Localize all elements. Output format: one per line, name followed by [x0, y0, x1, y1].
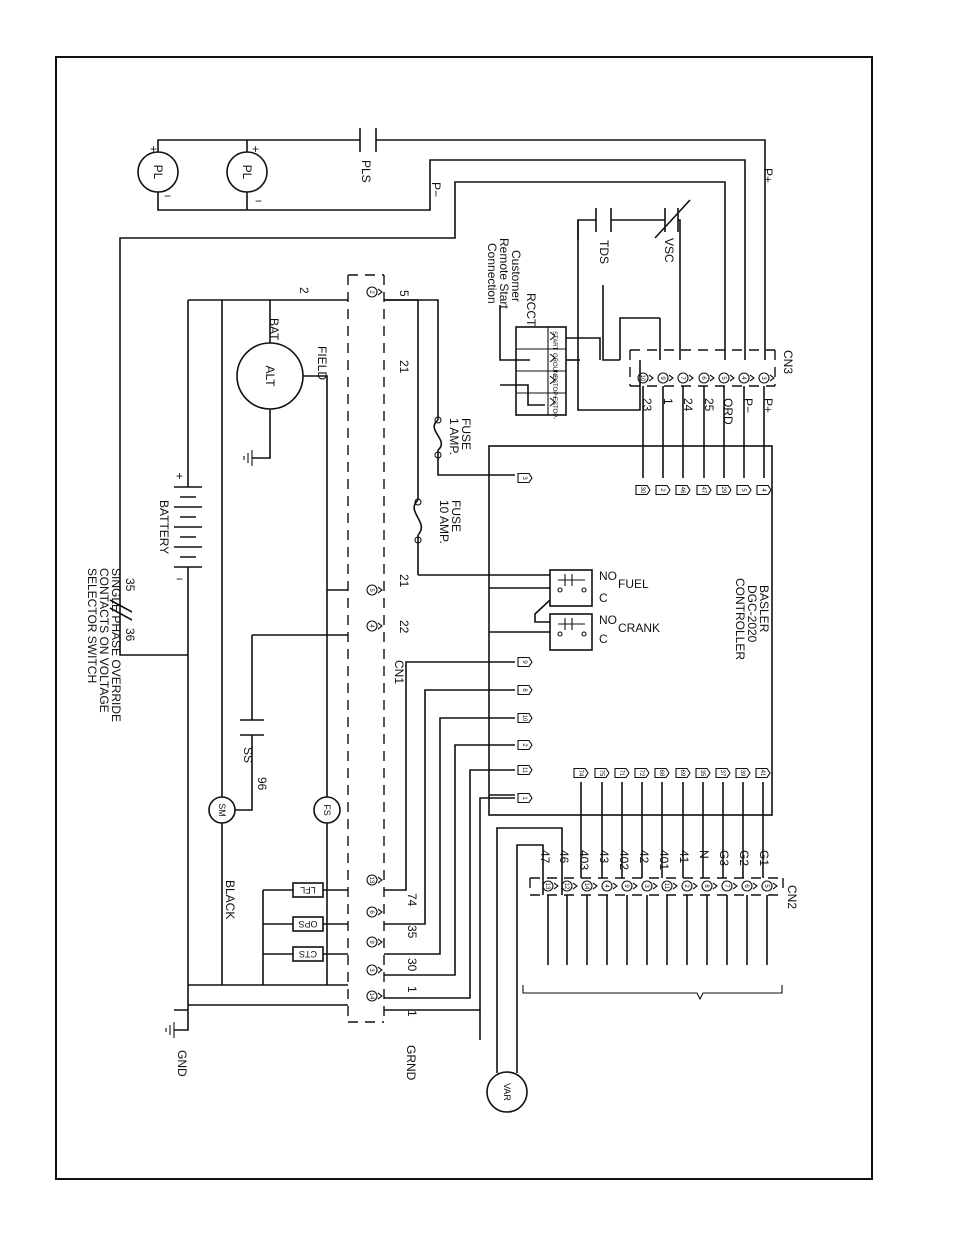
controller-bottom-terminal-75 [595, 769, 609, 778]
svg-text:ORD: ORD [721, 398, 735, 425]
svg-text:SM: SM [217, 803, 227, 817]
svg-text:LFL: LFL [300, 885, 316, 895]
svg-text:Connection: Connection [485, 243, 499, 304]
svg-text:3: 3 [643, 884, 649, 888]
cn2-pin-4 [602, 881, 617, 891]
svg-text:68: 68 [658, 769, 664, 777]
svg-text:25: 25 [702, 398, 716, 412]
svg-text:GND: GND [175, 1050, 189, 1077]
cn2-pin-8 [702, 881, 717, 891]
svg-text:3: 3 [521, 476, 527, 480]
controller-left-terminal-8 [518, 686, 532, 695]
svg-text:P+: P+ [761, 398, 775, 414]
cn3-pin-4 [739, 373, 754, 383]
svg-text:1: 1 [405, 1010, 419, 1017]
cn2-pin-6 [742, 881, 757, 891]
cts-switch [263, 947, 348, 961]
controller-terminal-4 [757, 486, 771, 495]
svg-text:10: 10 [639, 374, 645, 382]
svg-text:9: 9 [659, 376, 665, 380]
svg-text:FIELD: FIELD [315, 346, 329, 381]
svg-text:11: 11 [663, 882, 669, 890]
cn2-pin-13 [543, 881, 558, 891]
svg-text:ALT: ALT [263, 365, 277, 387]
svg-text:SINGLE PHASE OVERRIDE: SINGLE PHASE OVERRIDE [109, 568, 123, 723]
controller-terminal-29 [717, 486, 731, 495]
svg-text:4: 4 [740, 376, 746, 380]
cn1-pin-6 [367, 907, 382, 917]
cn2-pin-12 [562, 881, 577, 891]
ss-switch [240, 720, 269, 797]
svg-text:FUSE: FUSE [449, 500, 463, 533]
svg-text:7: 7 [679, 376, 685, 380]
controller-bottom-terminal-35 [696, 769, 710, 778]
svg-text:12: 12 [563, 882, 569, 890]
cn3-pin-9 [658, 373, 673, 383]
svg-text:P+: P+ [761, 168, 775, 184]
ops-switch [263, 917, 348, 931]
svg-text:BATTERY: BATTERY [157, 500, 171, 555]
pls-switch [360, 128, 376, 152]
fuse-1-amp [434, 417, 473, 460]
svg-text:PL: PL [151, 164, 165, 180]
pls-label: PLS [359, 160, 373, 183]
svg-text:CN1: CN1 [392, 660, 406, 685]
svg-text:+: + [252, 142, 260, 156]
svg-text:35: 35 [699, 769, 705, 777]
svg-text:41: 41 [759, 769, 765, 777]
cn2-pin-11 [662, 881, 677, 891]
svg-text:P−: P− [741, 398, 755, 414]
svg-text:21: 21 [397, 360, 411, 374]
controller-bottom-terminal-41 [756, 769, 770, 778]
svg-text:CN2: CN2 [785, 885, 799, 910]
cn3-pin-7 [678, 373, 693, 383]
svg-text:7: 7 [723, 884, 729, 888]
svg-text:8: 8 [703, 884, 709, 888]
svg-text:5: 5 [368, 588, 374, 592]
cn1-pin-3 [367, 965, 382, 975]
svg-text:8: 8 [521, 688, 527, 692]
cn3-connector [630, 350, 795, 386]
controller-bottom-terminal-74 [574, 769, 588, 778]
svg-text:−: − [164, 189, 172, 203]
svg-text:74: 74 [405, 893, 419, 907]
svg-text:23: 23 [640, 398, 654, 412]
svg-text:36: 36 [123, 628, 137, 642]
svg-text:P−: P− [429, 182, 443, 198]
svg-text:13: 13 [544, 882, 550, 890]
svg-text:96: 96 [255, 777, 269, 791]
svg-text:30: 30 [639, 486, 645, 494]
svg-text:1 AMP.: 1 AMP. [447, 418, 461, 456]
svg-text:9: 9 [623, 884, 629, 888]
controller-left-terminal-11 [518, 766, 532, 775]
svg-text:CN3: CN3 [781, 350, 795, 375]
svg-text:2: 2 [297, 287, 311, 294]
svg-text:24: 24 [681, 398, 695, 412]
battery [157, 300, 202, 1005]
single-phase-override-switch [85, 568, 188, 722]
controller-bottom-terminal-69 [676, 769, 690, 778]
svg-text:NO: NO [599, 613, 617, 627]
svg-text:9: 9 [368, 940, 374, 944]
svg-text:ESTOP+: ESTOP+ [551, 375, 557, 399]
svg-text:21: 21 [397, 574, 411, 588]
controller-bottom-terminal-39 [736, 769, 750, 778]
svg-text:BLACK: BLACK [223, 880, 237, 920]
svg-text:35: 35 [405, 925, 419, 939]
svg-text:C: C [599, 632, 608, 646]
svg-text:CTS: CTS [299, 949, 317, 959]
svg-text:75: 75 [598, 769, 604, 777]
svg-text:OPS: OPS [298, 919, 318, 929]
svg-text:5: 5 [720, 376, 726, 380]
fuse-10-amp [414, 499, 463, 545]
svg-text:RCCT: RCCT [524, 293, 538, 327]
svg-text:FS: FS [322, 804, 332, 816]
svg-text:Remote Start: Remote Start [497, 238, 511, 309]
svg-text:4: 4 [760, 488, 766, 492]
svg-text:11: 11 [521, 766, 527, 774]
svg-text:47: 47 [700, 486, 706, 494]
controller-bottom-terminal-37 [716, 769, 730, 778]
gnd-symbol [166, 1005, 189, 1077]
cn2-pin-2 [682, 881, 697, 891]
var-device [487, 828, 562, 1112]
cn2-wire-label: 401 [657, 850, 671, 871]
svg-text:FUEL: FUEL [618, 577, 649, 591]
controller-bottom-terminal-72 [635, 769, 649, 778]
cn1-pin-14 [367, 991, 382, 1001]
svg-text:6: 6 [700, 376, 706, 380]
svg-text:−: − [176, 572, 184, 586]
svg-text:74: 74 [577, 769, 583, 777]
svg-text:3: 3 [368, 968, 374, 972]
cn2-wire-label: 42 [637, 850, 651, 864]
svg-text:69: 69 [679, 769, 685, 777]
svg-text:CONTROLLER: CONTROLLER [733, 578, 747, 661]
controller-bottom-terminal-71 [615, 769, 629, 778]
svg-text:39: 39 [739, 769, 745, 777]
svg-text:6: 6 [368, 910, 374, 914]
svg-text:VSC: VSC [662, 238, 676, 263]
controller-bottom-terminal-68 [655, 769, 669, 778]
svg-text:Customer: Customer [509, 250, 523, 303]
cn1-pin-13 [367, 875, 382, 885]
svg-text:6: 6 [743, 884, 749, 888]
svg-text:29: 29 [720, 486, 726, 494]
lfl-switch [263, 883, 348, 897]
svg-text:1: 1 [521, 796, 527, 800]
svg-text:2: 2 [683, 884, 689, 888]
cn1-pin-4 [367, 621, 382, 631]
cn1-pin-2 [367, 287, 382, 297]
svg-text:5: 5 [763, 884, 769, 888]
svg-text:+: + [176, 469, 184, 483]
svg-text:−: − [255, 194, 263, 208]
svg-text:FUSE: FUSE [459, 418, 473, 451]
svg-text:10 AMP.: 10 AMP. [437, 500, 451, 544]
fuel-relay [550, 569, 649, 606]
controller-left-terminal-2 [518, 741, 532, 750]
cn2-wire-label: 46 [557, 850, 571, 864]
controller-left-terminal-1 [518, 794, 532, 803]
svg-text:GRND: GRND [404, 1045, 418, 1081]
svg-text:14: 14 [583, 882, 589, 890]
cn3-pin-3 [759, 373, 774, 383]
controller-left-terminal-9 [518, 658, 532, 667]
svg-text:C: C [599, 591, 608, 605]
svg-text:46: 46 [679, 486, 685, 494]
svg-text:CONTACTS ON VOLTAGE: CONTACTS ON VOLTAGE [97, 568, 111, 713]
controller-terminal-2 [656, 486, 670, 495]
cn2-pin-14 [582, 881, 597, 891]
svg-text:10: 10 [521, 714, 527, 722]
svg-text:5: 5 [397, 290, 411, 297]
svg-text:SS: SS [241, 747, 255, 764]
svg-text:14: 14 [368, 992, 374, 1000]
controller-terminal-30 [636, 486, 650, 495]
svg-text:GROUND: GROUND [551, 353, 557, 380]
svg-text:CRANK: CRANK [618, 621, 661, 635]
cn2-wire-label: G1 [757, 850, 771, 867]
svg-text:+: + [150, 142, 158, 156]
svg-text:5: 5 [740, 488, 746, 492]
svg-text:4: 4 [368, 624, 374, 628]
cn1-pin-5 [367, 585, 382, 595]
cn2-pin-5 [762, 881, 777, 891]
cn1-connector [348, 275, 406, 1022]
svg-text:NO: NO [599, 569, 617, 583]
cn3-pin-6 [699, 373, 714, 383]
vsc-switch [655, 200, 690, 238]
svg-text:71: 71 [618, 769, 624, 777]
controller-terminal-46 [676, 486, 690, 495]
cn1-pin-9 [367, 937, 382, 947]
svg-text:2: 2 [659, 488, 665, 492]
svg-text:2: 2 [368, 290, 374, 294]
crank-relay [550, 613, 660, 650]
svg-text:START: START [551, 331, 557, 351]
cn2-wire-label: 47 [538, 850, 552, 864]
svg-text:13: 13 [368, 876, 374, 884]
svg-text:BASLER: BASLER [757, 585, 771, 633]
controller-terminal-47 [697, 486, 711, 495]
svg-text:37: 37 [719, 769, 725, 777]
sm-solenoid [209, 300, 252, 985]
controller-left-terminal-3 [518, 474, 532, 483]
svg-text:ESTOP-: ESTOP- [551, 397, 557, 420]
tds-switch [596, 208, 611, 232]
cn2-wire-label: N [697, 850, 711, 859]
svg-text:TDS: TDS [597, 240, 611, 264]
cn2-wire-label: 403 [577, 850, 591, 871]
cn2-wire-label: 43 [597, 850, 611, 864]
cn3-pin-10 [638, 373, 653, 383]
svg-text:22: 22 [397, 620, 411, 634]
cn2-pin-3 [642, 881, 657, 891]
svg-text:35: 35 [123, 578, 137, 592]
alternator [237, 300, 329, 797]
cn2-wire-label: G3 [717, 850, 731, 867]
svg-text:PL: PL [240, 164, 254, 180]
cn2-wire-label: 41 [677, 850, 691, 864]
cn2-wire-label: 402 [617, 850, 631, 871]
svg-text:SELECTOR SWITCH: SELECTOR SWITCH [85, 568, 99, 684]
svg-text:DGC-2020: DGC-2020 [745, 585, 759, 643]
cn2-connector [523, 878, 799, 999]
svg-text:2: 2 [521, 743, 527, 747]
cn2-wire-label: G2 [737, 850, 751, 867]
cn3-pin-5 [719, 373, 734, 383]
svg-text:1: 1 [661, 398, 675, 405]
cn2-pin-9 [622, 881, 637, 891]
svg-text:1: 1 [405, 986, 419, 993]
svg-text:BAT: BAT [267, 318, 281, 341]
svg-text:30: 30 [405, 958, 419, 972]
controller-left-terminal-10 [518, 714, 532, 723]
svg-text:3: 3 [760, 376, 766, 380]
controller-terminal-5 [737, 486, 751, 495]
svg-text:72: 72 [638, 769, 644, 777]
svg-text:4: 4 [603, 884, 609, 888]
rcct-terminal-block [500, 305, 600, 419]
cn2-pin-7 [722, 881, 737, 891]
svg-text:VAR: VAR [502, 1083, 512, 1101]
svg-text:9: 9 [521, 660, 527, 664]
